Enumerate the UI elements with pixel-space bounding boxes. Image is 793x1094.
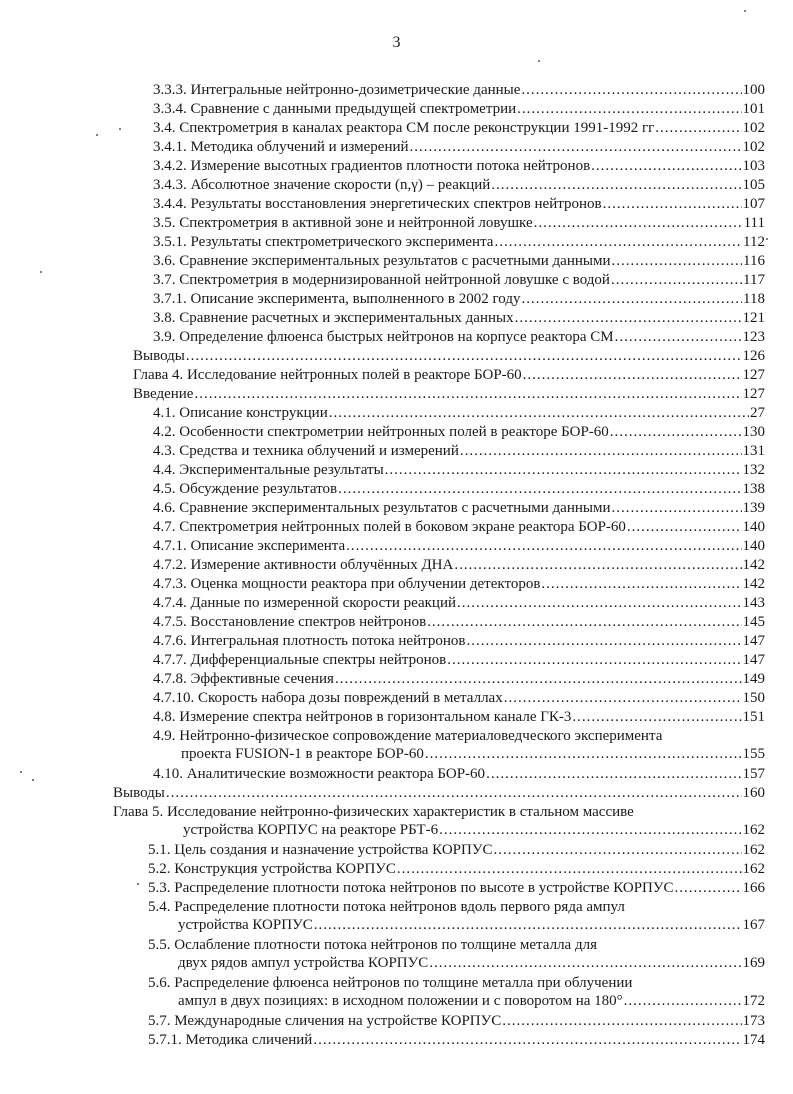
toc-entry-title: 5.4. Распределение плотности потока нейтронов вдоль первого ряда ампул (148, 899, 625, 915)
toc-entry (113, 803, 765, 839)
dot-leader (515, 309, 742, 327)
toc-entry (153, 499, 765, 517)
dot-leader (572, 708, 741, 726)
toc-entry-title: 4.3. Средства и техника облучений и измерений (153, 443, 459, 459)
toc-entry (148, 898, 765, 934)
toc-entry (153, 252, 765, 270)
toc-page-number: 138 (742, 481, 765, 497)
toc-entry-title: 3.4.1. Методика облучений и измерений (153, 139, 409, 155)
toc-entry (153, 404, 765, 422)
toc-entry-title: 4.6. Сравнение экспериментальных результатов с расчетными данными (153, 500, 611, 516)
page-number: 3 (392, 34, 401, 51)
toc-entry-title: 4.4. Экспериментальные результаты (153, 462, 384, 478)
toc-entry-title: 4.7.10. Скорость набора дозы повреждений в металлах (153, 690, 503, 706)
toc-page-number: 121 (742, 310, 765, 326)
toc-entry (148, 1012, 765, 1030)
toc-entry-title: Выводы (133, 348, 185, 364)
dot-leader (521, 81, 741, 99)
dot-leader (610, 423, 742, 441)
toc-page-number: 132 (742, 462, 765, 478)
toc-entry (153, 423, 765, 441)
toc-page-number: 139 (742, 500, 765, 516)
toc-entry (153, 537, 765, 555)
toc-entry (153, 176, 765, 194)
toc-page-number: 118 (743, 291, 765, 307)
toc-entry-title: 5.1. Цель создания и назначение устройства КОРПУС (148, 842, 493, 858)
toc-entry (133, 385, 765, 403)
dot-leader (493, 841, 741, 859)
dot-leader (313, 1031, 741, 1049)
dot-leader (429, 954, 741, 972)
toc-entry-title: 4.8. Измерение спектра нейтронов в горизонтальном канале ГК-3 (153, 709, 572, 725)
toc-entry (153, 651, 765, 669)
toc-entry-title: 3.5. Спектрометрия в активной зоне и нейтронной ловушке (153, 215, 533, 231)
toc-entry-title: 3.7.1. Описание эксперимента, выполненного в 2002 году (153, 291, 521, 307)
dot-leader (410, 138, 742, 156)
dot-leader (612, 252, 743, 270)
toc-page-number: 157 (742, 766, 765, 782)
dot-leader (494, 233, 742, 251)
toc-entry (148, 974, 765, 1010)
toc-entry (153, 157, 765, 175)
toc-entry-title: 4.7.5. Восстановление спектров нейтронов (153, 614, 427, 630)
dot-leader (166, 784, 742, 802)
toc-page-number: 111 (743, 215, 765, 231)
dot-leader (502, 1012, 741, 1030)
toc-entry (153, 271, 765, 289)
toc-entry-title: 4.7.6. Интегральная плотность потока нейтронов (153, 633, 466, 649)
toc-page-number: 117 (743, 272, 765, 288)
dot-leader (329, 404, 749, 422)
toc-entry-title: 3.4. Спектрометрия в каналах реактора СМ после реконструкции 1991-1992 гг (153, 120, 655, 136)
toc-entry (153, 670, 765, 688)
toc-page-number: 126 (742, 348, 765, 364)
dot-leader (447, 651, 741, 669)
toc-page-number: 131 (742, 443, 765, 459)
toc-page-number: 166 (742, 880, 765, 896)
dot-leader (655, 119, 741, 137)
dot-leader (603, 195, 742, 213)
toc-entry-title: 4.7.4. Данные по измеренной скорости реакций (153, 595, 457, 611)
toc-page-number: 150 (742, 690, 765, 706)
toc-entry-title: 5.5. Ослабление плотности потока нейтронов по толщине металла для (148, 937, 597, 953)
toc-entry (153, 461, 765, 479)
dot-leader (454, 556, 741, 574)
toc-entry (153, 765, 765, 783)
toc-page-number: 142 (742, 576, 765, 592)
toc-entry (153, 290, 765, 308)
toc-entry-title: 5.7. Международные сличения на устройстве КОРПУС (148, 1013, 502, 1029)
toc-entry-title: 3.7. Спектрометрия в модернизированной нейтронной ловушке с водой (153, 272, 610, 288)
dot-leader (521, 290, 742, 308)
toc-entry (153, 195, 765, 213)
toc-page-number: 102 (742, 120, 765, 136)
dot-leader (460, 442, 742, 460)
toc-entry-title: 3.4.2. Измерение высотных градиентов плотности потока нейтронов (153, 158, 591, 174)
toc-page-number: 143 (742, 595, 765, 611)
toc-page-number: 140 (742, 538, 765, 554)
toc-page-number: 167 (742, 917, 765, 933)
toc-entry-title: 3.8. Сравнение расчетных и экспериментальных данных (153, 310, 514, 326)
dot-leader (675, 879, 742, 897)
toc-page-number: 105 (742, 177, 765, 193)
toc-page-number: 145 (742, 614, 765, 630)
toc-entry (153, 594, 765, 612)
toc-entry-title: 3.3.4. Сравнение с данными предыдущей спектрометрии (153, 101, 517, 117)
toc-entry-title-cont: устройства КОРПУС на реакторе РБТ-6 (183, 822, 439, 838)
toc-entry (148, 841, 765, 859)
toc-entry-title: 4.7.1. Описание эксперимента (153, 538, 346, 554)
dot-leader (627, 518, 742, 536)
dot-leader (541, 575, 741, 593)
toc-entry (148, 936, 765, 972)
toc-entry (153, 309, 765, 327)
toc-entry (133, 366, 765, 384)
toc-entry (148, 860, 765, 878)
toc-page-number: 100 (742, 82, 765, 98)
toc-entry-title: 3.4.4. Результаты восстановления энергетических спектров нейтронов (153, 196, 602, 212)
toc-page-number: 155 (742, 746, 765, 762)
toc-entry-title: 5.7.1. Методика сличений (148, 1032, 313, 1048)
toc-page-number: 151 (742, 709, 765, 725)
dot-leader (486, 765, 741, 783)
toc-entry-title-cont: ампул в двух позициях: в исходном положении и с поворотом на 180° (178, 993, 623, 1009)
toc-page-number: 101 (742, 101, 765, 117)
toc-page-number: 123 (742, 329, 765, 345)
toc-page-number: 147 (742, 633, 765, 649)
toc-entry (148, 879, 765, 897)
toc-entry-title: 3.9. Определение флюенса быстрых нейтронов на корпусе реактора СМ (153, 329, 614, 345)
toc-entry-title: 3.3.3. Интегральные нейтронно-дозиметрические данные (153, 82, 521, 98)
dot-leader (615, 328, 742, 346)
dot-leader (346, 537, 741, 555)
toc-entry-title: Глава 5. Исследование нейтронно-физических характеристик в стальном массиве (113, 804, 634, 820)
toc-entry (153, 328, 765, 346)
dot-leader (335, 670, 742, 688)
toc-entry (153, 518, 765, 536)
dot-leader (534, 214, 743, 232)
toc-page-number: 127 (742, 367, 765, 383)
toc-entry-title-cont: проекта FUSION-1 в реакторе БОР-60 (181, 746, 424, 762)
toc-entry (153, 575, 765, 593)
toc-page-number: 173 (742, 1013, 765, 1029)
toc-page-number: 112 (743, 234, 765, 250)
dot-leader (427, 613, 741, 631)
toc-page-number: 142 (742, 557, 765, 573)
toc-entry (153, 233, 765, 251)
toc-entry-title: 3.5.1. Результаты спектрометрического эксперимента (153, 234, 494, 250)
toc-entry-title: 3.6. Сравнение экспериментальных результатов с расчетными данными (153, 253, 611, 269)
dot-leader (186, 347, 742, 365)
dot-leader (397, 860, 742, 878)
toc-entry-title: 4.7.2. Измерение активности облучённых ДНА (153, 557, 454, 573)
toc-entry-title: 3.4.3. Абсолютное значение скорости (n,γ) – реакций (153, 177, 491, 193)
dot-leader (591, 157, 741, 175)
toc-entry (153, 480, 765, 498)
toc-entry-title: 5.6. Распределение флюенса нейтронов по толщине металла при облучении (148, 975, 633, 991)
dot-leader (194, 385, 741, 403)
toc-page-number: 103 (742, 158, 765, 174)
dot-leader (491, 176, 741, 194)
toc-page-number: 27 (750, 405, 765, 421)
toc-page-number: 174 (742, 1032, 765, 1048)
toc-page-number: 162 (742, 842, 765, 858)
toc-page-number: 107 (742, 196, 765, 212)
dot-leader (425, 745, 742, 763)
dot-leader (612, 499, 742, 517)
toc-entry (153, 613, 765, 631)
toc-entry (153, 556, 765, 574)
toc-entry (113, 784, 765, 802)
toc-page-number: 147 (742, 652, 765, 668)
toc-entry (153, 727, 765, 763)
toc-entry (153, 632, 765, 650)
toc-entry-title: 4.10. Аналитические возможности реактора БОР-60 (153, 766, 486, 782)
toc-page-number: 169 (742, 955, 765, 971)
toc-page-number: 127 (742, 386, 765, 402)
toc-entry-title: 5.2. Конструкция устройства КОРПУС (148, 861, 396, 877)
toc-page-number: 160 (742, 785, 765, 801)
toc-page-number: 162 (742, 861, 765, 877)
toc-entry-title: 4.2. Особенности спектрометрии нейтронных полей в реакторе БОР-60 (153, 424, 609, 440)
toc-entry-title: Введение (133, 386, 194, 402)
toc-page-number: 102 (742, 139, 765, 155)
dot-leader (338, 480, 741, 498)
toc-page-number: 149 (742, 671, 765, 687)
dot-leader (466, 632, 741, 650)
toc-page-number: 140 (742, 519, 765, 535)
toc-entry-title: Глава 4. Исследование нейтронных полей в реакторе БОР-60 (133, 367, 522, 383)
dot-leader (385, 461, 742, 479)
toc-entry (153, 214, 765, 232)
toc-entry-title-cont: устройства КОРПУС (178, 917, 313, 933)
dot-leader (457, 594, 741, 612)
dot-leader (611, 271, 742, 289)
toc-entry (153, 442, 765, 460)
toc-entry-title: 4.7.7. Дифференциальные спектры нейтронов (153, 652, 447, 668)
toc-entry (153, 138, 765, 156)
toc-entry (153, 119, 765, 137)
dot-leader (624, 992, 742, 1010)
toc-page-number: 130 (742, 424, 765, 440)
toc-entry (133, 347, 765, 365)
toc-entry-title: Выводы (113, 785, 165, 801)
dot-leader (517, 100, 741, 118)
toc-entry-title: 5.3. Распределение плотности потока нейтронов по высоте в устройстве КОРПУС (148, 880, 674, 896)
toc-entry-title: 4.7. Спектрометрия нейтронных полей в боковом экране реактора БОР-60 (153, 519, 626, 535)
toc-entry-title: 4.5. Обсуждение результатов (153, 481, 338, 497)
dot-leader (504, 689, 742, 707)
toc-page-number: 172 (742, 993, 765, 1009)
toc-entry-title: 4.9. Нейтронно-физическое сопровождение материаловедческого эксперимента (153, 728, 663, 744)
toc-page-number: 162 (742, 822, 765, 838)
toc-entry (148, 1031, 765, 1049)
toc-entry-title: 4.7.8. Эффективные сечения (153, 671, 334, 687)
toc-entry (153, 100, 765, 118)
toc-entry (153, 708, 765, 726)
toc-page-number: 116 (743, 253, 765, 269)
toc-entry-title: 4.1. Описание конструкции (153, 405, 328, 421)
toc-entry-title: 4.7.3. Оценка мощности реактора при облучении детекторов (153, 576, 541, 592)
toc-entry (153, 81, 765, 99)
dot-leader (523, 366, 742, 384)
dot-leader (439, 821, 741, 839)
toc-entry (153, 689, 765, 707)
toc-entry-title-cont: двух рядов ампул устройства КОРПУС (178, 955, 429, 971)
dot-leader (314, 916, 742, 934)
